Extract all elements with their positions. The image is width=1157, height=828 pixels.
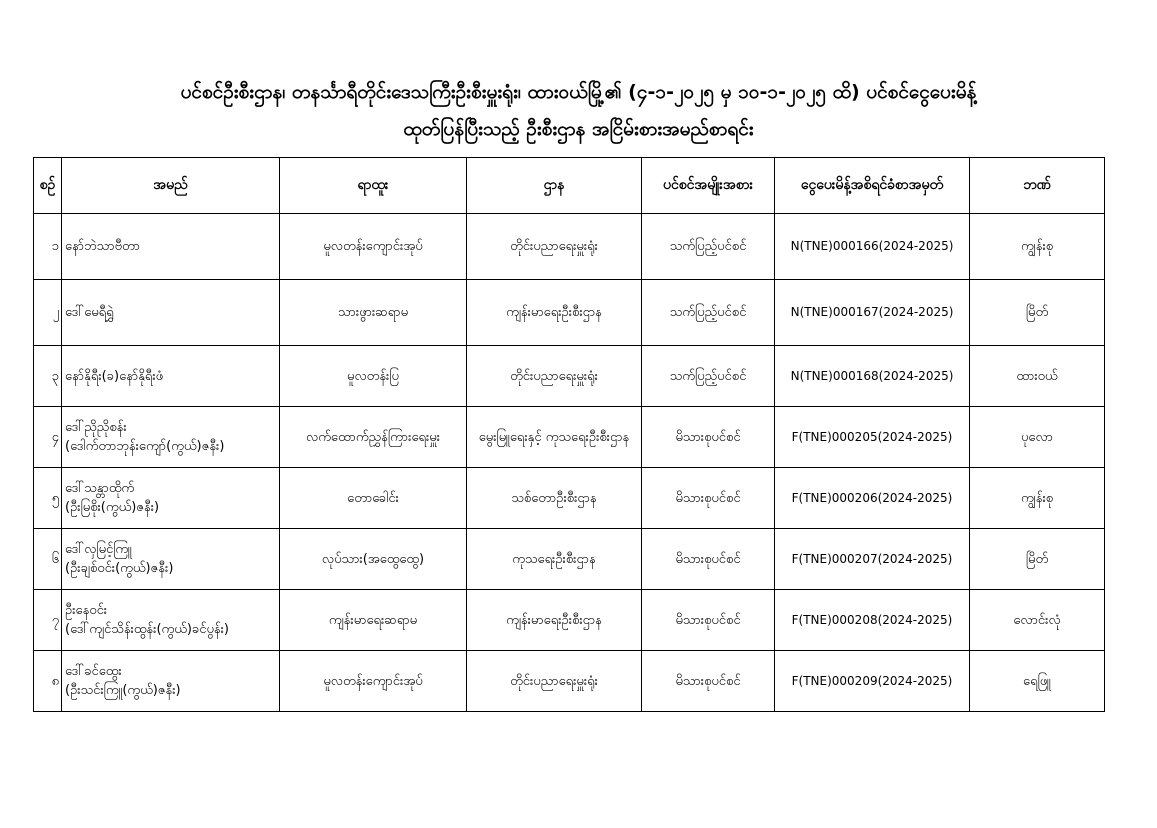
- cell-position: တောခေါင်း: [280, 468, 467, 529]
- table-row: [34, 590, 1105, 651]
- cell-position: မူလတန်းကျောင်းအုပ်: [280, 651, 467, 712]
- cell-bank: ပုလော: [970, 407, 1105, 468]
- name-primary: ဦးနေဝင်း: [65, 603, 108, 618]
- cell-order-number: F(TNE)000207(2024-2025): [775, 529, 970, 590]
- cell-bank: ကျွန်းစု: [970, 214, 1105, 280]
- column-header-department: ဌာန: [467, 158, 642, 214]
- cell-name: [62, 407, 280, 468]
- cell-position: လုပ်သား(အထွေထွေ): [280, 529, 467, 590]
- cell-position: ကျန်းမာရေးဆရာမ: [280, 590, 467, 651]
- cell-department: တိုင်းပညာရေးမှူးရုံး: [467, 651, 642, 712]
- cell-order-number: N(TNE)000168(2024-2025): [775, 346, 970, 407]
- name-relation: (ဦးမြစိုး(ကွယ်)ဇနီး): [65, 500, 160, 515]
- cell-department: ကုသရေးဦးစီးဌာန: [467, 529, 642, 590]
- cell-pension-type: သက်ပြည့်ပင်စင်: [642, 214, 775, 280]
- table-header-row: [34, 158, 1105, 214]
- cell-name: [62, 590, 280, 651]
- cell-department: တိုင်းပညာရေးမှူးရုံး: [467, 214, 642, 280]
- cell-pension-type: မိသားစုပင်စင်: [642, 590, 775, 651]
- cell-serial: ၇: [34, 590, 62, 651]
- name-primary: ဒေါ်ခင်ထွေး: [65, 664, 122, 679]
- cell-bank: မြိတ်: [970, 280, 1105, 346]
- cell-order-number: N(TNE)000166(2024-2025): [775, 214, 970, 280]
- cell-name: [62, 651, 280, 712]
- cell-serial: ၅: [34, 468, 62, 529]
- cell-bank: ရေဖြူ: [970, 651, 1105, 712]
- cell-department: မွေးမြူရေးနှင့် ကုသရေးဦးစီးဌာန: [467, 407, 642, 468]
- cell-department: ကျန်းမာရေးဦးစီးဌာန: [467, 280, 642, 346]
- cell-name: [62, 280, 280, 346]
- column-header-position: ရာထူး: [280, 158, 467, 214]
- cell-name: [62, 346, 280, 407]
- name-relation: (ဦးသင်းကြူ(ကွယ်)ဇနီး): [65, 683, 181, 698]
- cell-pension-type: သက်ပြည့်ပင်စင်: [642, 280, 775, 346]
- cell-bank: ထားဝယ်: [970, 346, 1105, 407]
- cell-pension-type: မိသားစုပင်စင်: [642, 651, 775, 712]
- table-row: [34, 529, 1105, 590]
- cell-department: တိုင်းပညာရေးမှူးရုံး: [467, 346, 642, 407]
- cell-order-number: F(TNE)000205(2024-2025): [775, 407, 970, 468]
- cell-department: သစ်တောဦးစီးဌာန: [467, 468, 642, 529]
- cell-name: [62, 214, 280, 280]
- name-primary: ဒေါ်ညိုညိုစန်း: [65, 420, 127, 435]
- name-relation: (ဒေါ်ကျင်သိန်းထွန်း(ကွယ်)ခင်ပွန်း): [65, 622, 229, 637]
- cell-department: ကျန်းမာရေးဦးစီးဌာန: [467, 590, 642, 651]
- column-header-order-number: ငွေပေးမိန့်အစိရင်ခံစာအမှတ်: [775, 158, 970, 214]
- cell-serial: ၃: [34, 346, 62, 407]
- name-primary: ဒေါ်လှမြင့်ကြူ: [65, 542, 132, 557]
- cell-order-number: F(TNE)000209(2024-2025): [775, 651, 970, 712]
- column-header-pension-type: ပင်စင်အမျိုးအစား: [642, 158, 775, 214]
- cell-serial: ၆: [34, 529, 62, 590]
- pension-roster-table: [33, 157, 1105, 712]
- cell-serial: ၂: [34, 280, 62, 346]
- table-row: [34, 214, 1105, 280]
- column-header-bank: ဘဏ်: [970, 158, 1105, 214]
- cell-serial: ၈: [34, 651, 62, 712]
- name-primary: နော်ဘဲသာဗီတာ: [65, 239, 140, 254]
- cell-bank: မြိတ်: [970, 529, 1105, 590]
- cell-bank: လောင်းလုံ: [970, 590, 1105, 651]
- cell-order-number: N(TNE)000167(2024-2025): [775, 280, 970, 346]
- cell-position: မူလတန်းပြ: [280, 346, 467, 407]
- table-row: [34, 468, 1105, 529]
- cell-order-number: F(TNE)000206(2024-2025): [775, 468, 970, 529]
- column-header-name: အမည်: [62, 158, 280, 214]
- page-subtitle: ထုတ်ပြန်ပြီးသည့် ဦးစီးဌာန အငြိမ်းစားအမည်စာရင်း: [403, 118, 754, 140]
- table-row: [34, 346, 1105, 407]
- cell-position: မူလတန်းကျောင်းအုပ်: [280, 214, 467, 280]
- cell-name: [62, 468, 280, 529]
- table-row: [34, 651, 1105, 712]
- name-primary: ဒေါ်သန္တာထိုက်: [65, 481, 135, 496]
- cell-order-number: F(TNE)000208(2024-2025): [775, 590, 970, 651]
- cell-pension-type: မိသားစုပင်စင်: [642, 468, 775, 529]
- name-relation: (ဒေါက်တာဘုန်းကျော်(ကွယ်)ဇနီး): [65, 439, 225, 454]
- cell-serial: ၁: [34, 214, 62, 280]
- table-row: [34, 407, 1105, 468]
- cell-serial: ၄: [34, 407, 62, 468]
- column-header-serial: စဉ်: [34, 158, 62, 214]
- cell-pension-type: မိသားစုပင်စင်: [642, 529, 775, 590]
- cell-position: သားဖွားဆရာမ: [280, 280, 467, 346]
- cell-bank: ကျွန်းစု: [970, 468, 1105, 529]
- cell-pension-type: သက်ပြည့်ပင်စင်: [642, 346, 775, 407]
- name-primary: ဒေါ်မေရီရွှဲ: [65, 305, 114, 320]
- cell-pension-type: မိသားစုပင်စင်: [642, 407, 775, 468]
- name-relation: (ဦးချစ်ဝင်း(ကွယ်)ဇနီး): [65, 561, 174, 576]
- cell-name: [62, 529, 280, 590]
- name-primary: နော်နိုရီး(ခ)နော်နိုရီးဖံ: [65, 368, 164, 384]
- page-title: ပင်စင်ဦးစီးဌာန၊ တနင်္သာရီတိုင်းဒေသကြီးဦးစီးမှူးရုံး၊ ထားဝယ်မြို့၏ (၄-၁-၂၀၂၅ မှ ၁၀-၁-၂၀၂၅ ထိ) ပင်စင်ငွေပေးမိန့်: [180, 81, 977, 103]
- table-row: [34, 280, 1105, 346]
- cell-position: လက်ထောက်ညွှန်ကြားရေးမှူး: [280, 407, 467, 468]
